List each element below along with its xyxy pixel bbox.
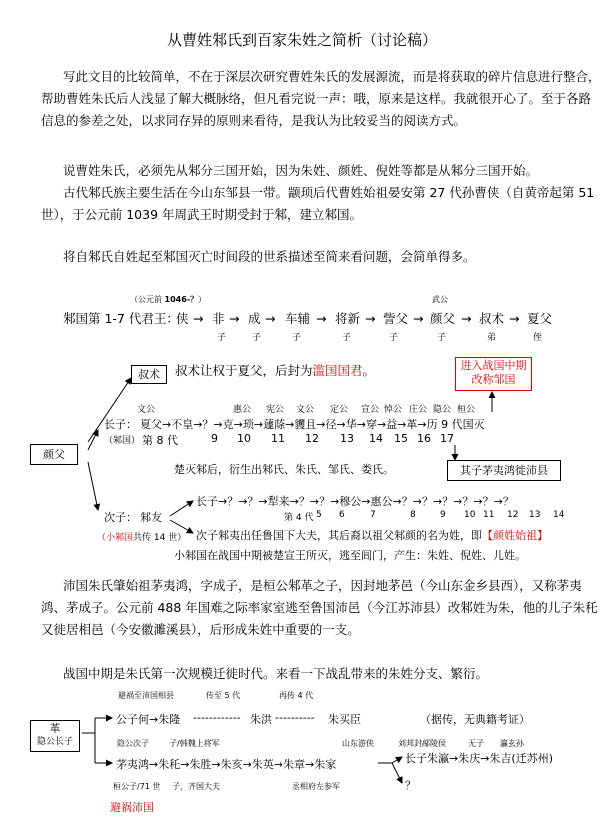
title-wengong-1: 文公	[137, 405, 156, 415]
para2-line-1: 说曹姓朱氏，必须先从邾分三国开始，因为朱姓、颜姓、倪姓等都是从邾分三国开始。	[63, 163, 539, 178]
redbox-line-1: 进入战国中期	[460, 359, 527, 372]
arrow-glyph: →	[413, 311, 424, 326]
gen-num-10: 10	[237, 432, 251, 445]
arrow-glyph: →	[509, 311, 520, 326]
younger-name: 邾友	[140, 511, 162, 524]
gen-rel-5: 子	[389, 333, 399, 343]
title-daogong: 悼公	[384, 405, 403, 415]
chu-text: 楚灭邾后，衍生出邾氏、朱氏、邹氏、娄氏。	[174, 463, 394, 476]
warring-states-redbox	[455, 357, 532, 391]
page-title: 从曹姓邾氏到百家朱姓之简析（讨论稿）	[167, 31, 438, 49]
gen-name-5: 将新	[335, 311, 361, 326]
arrow-glyph: →	[265, 311, 276, 326]
yg-num-9: 9	[440, 510, 446, 520]
arrow-glyph: →	[316, 311, 327, 326]
gen-num-12: 12	[305, 432, 319, 445]
gen-line-label: 邾国第 1-7 代君王：	[63, 311, 179, 326]
branch-note-2: 传至 5 代	[206, 691, 241, 700]
gen-rel-3: 子	[292, 333, 302, 343]
younger-chain: 长子→？→？→犁来→？→？→穆公→惠公→？→？→？→？→？→？	[196, 495, 514, 508]
bottom-red-note: 避祸沛国	[110, 801, 154, 814]
ge-box	[30, 720, 80, 752]
eldest-label: 长子：	[104, 418, 137, 431]
para2-line-2: 古代邾氏族主要生活在今山东邹县一带。颛顼后代曹姓始祖晏安第 27 代孙曹侠（自黄帝起第 51	[63, 185, 595, 200]
yg-num-10: 10	[464, 510, 476, 520]
line2-branch-b: ？	[405, 779, 416, 792]
yg-num-6: 6	[339, 510, 345, 520]
line1-note: （据传，无典籍考证）	[420, 713, 530, 726]
mid-note-4: 刘邦封鄗陵侯	[398, 739, 446, 748]
gen-name-1: 侠	[176, 311, 189, 326]
arrow-glyph: →	[365, 311, 376, 326]
mid-note-5: 无子	[468, 739, 484, 748]
gen-rel-7: 弟	[487, 333, 497, 343]
shushu-box: 叔术	[131, 365, 167, 384]
title-yingong: 隐公	[433, 405, 452, 415]
yanfu-box: 颜父	[30, 444, 78, 465]
yg-num-5: 5	[316, 510, 322, 520]
branch-note-1: 避祸至沛国相县	[118, 691, 174, 700]
ge-box-title: 革	[49, 722, 61, 735]
title-dinggong: 定公	[330, 405, 349, 415]
younger-gen-label: 第 4 代	[284, 513, 314, 523]
gen-rel-6: 子	[437, 333, 447, 343]
intro-line-3: 信息的参差之处，以求同存异的原则来看待，是我认为比较妥当的阅读方式。	[41, 113, 467, 128]
line1-zhuhong: 朱洪	[250, 713, 272, 726]
para5: 战国中期是朱氏第一次规模迁徙时代。来看一下战乱带来的朱姓分支、繁衍。	[63, 666, 489, 681]
gen-name-7: 颜父	[430, 311, 456, 326]
title-zhuanggong: 庄公	[409, 405, 428, 415]
arrow-glyph: →	[193, 311, 204, 326]
para4-line-3: 又徙居相邑（今安徽濉溪县），后形成朱姓中重要的一支。	[41, 622, 360, 637]
gen-num-13: 13	[340, 432, 354, 445]
title-wengong-2: 文公	[296, 405, 315, 415]
yg-num-12: 12	[507, 510, 519, 520]
title-huigong: 惠公	[233, 405, 252, 415]
line1-dash-2: ----------	[275, 711, 315, 724]
mid-note-2: 子/韩魏上将军	[169, 739, 220, 748]
mid-note-3: 山东游侠	[342, 739, 374, 748]
gen-name-4: 车辅	[285, 311, 311, 326]
line2-chain: 茅夷鸿→朱秅→朱胜→朱亥→朱英→朱章→朱家	[116, 758, 337, 771]
title-huangong: 桓公	[457, 405, 476, 415]
younger-note: （小邾国共传 14 世）	[97, 533, 187, 543]
ge-box-sub: 隐公长子	[36, 737, 73, 747]
bottom-note-3: 丞相府左参军	[292, 782, 340, 791]
mid-note-1: 隐公次子	[117, 739, 149, 748]
gen-wugong: 武公	[432, 295, 448, 304]
yg-num-11: 11	[483, 510, 495, 520]
younger-line-1: 次子邾夷出任鲁国下大夫，其后裔以祖父邾颜的名为姓，即【颜姓始祖】	[196, 529, 548, 542]
arrow-glyph: →	[461, 311, 472, 326]
shushu-text: 叔术让权于夏父，后封为滥国国君。	[175, 363, 376, 378]
gen-year-note: （公元前 1046-？）	[130, 295, 207, 304]
intro-line-1: 写此文目的比较简单，不在于深层次研究曹姓朱氏的发展源流，而是将获取的碎片信息进行整合，	[63, 69, 601, 84]
gen-name-2: 非	[212, 311, 225, 326]
para4-line-2: 鸿、茅成子。公元前 488 年国难之际率家室逃至鲁国沛邑（今江苏沛县）改邾姓为朱，他的儿子朱秅	[41, 600, 598, 615]
gen-num-15: 15	[394, 432, 408, 445]
line1-zhumaichen: 朱买臣	[328, 713, 361, 726]
para4-line-1: 沛国朱氏肇始祖茅夷鸿，字成子，是桓公邾革之子，因封地茅邑（今山东金乡县西），又称茅夷	[63, 578, 582, 593]
gen-name-6: 訾父	[383, 311, 409, 326]
gen-num-9: 9	[211, 432, 218, 445]
younger-line-2: 小邾国在战国中期被楚宣王所灭，逃至闾门，产生：朱姓、倪姓、儿姓。	[174, 549, 526, 562]
gen-rel-2: 子	[252, 333, 262, 343]
gen-num-14: 14	[369, 432, 383, 445]
gen-name-8: 叔术	[479, 311, 505, 326]
gen-num-11: 11	[271, 432, 285, 445]
title-xuangong: 宣公	[361, 405, 380, 415]
yg-num-7: 7	[370, 510, 376, 520]
gen-rel-8: 侄	[533, 333, 543, 343]
gen-rel-1: 子	[217, 333, 227, 343]
redbox-line-2: 改称邹国	[471, 373, 516, 386]
zhuguo-label: （邾国）	[104, 436, 141, 446]
eldest-chain: 夏父→不皇→？→克→琐→蘧蒢→貜且→径→华→穿→益→革→历 9 代国灭	[140, 418, 485, 431]
para2-line-3: 世），于公元前 1039 年周武王时期受封于邾，建立邾国。	[41, 207, 363, 222]
bottom-note-1: 桓公子/71 世	[113, 782, 161, 791]
bottom-note-2: 子，齐国大夫	[172, 782, 220, 791]
yg-num-14: 14	[553, 510, 565, 520]
gen-name-3: 成	[248, 311, 261, 326]
zhuguo-gen: 第 8 代	[142, 434, 178, 447]
gen-num-17: 17	[440, 432, 454, 445]
younger-label: 次子：	[104, 511, 137, 524]
gen-num-16: 16	[417, 432, 431, 445]
yg-num-8: 8	[410, 510, 416, 520]
branch-note-3: 再传 4 代	[279, 691, 314, 700]
mid-note-6: 瀛玄孙	[500, 739, 524, 748]
gen-name-9: 夏父	[527, 311, 553, 326]
yg-num-13: 13	[529, 510, 541, 520]
title-xiangong: 宪公	[266, 405, 285, 415]
gen-rel-4: 子	[342, 333, 352, 343]
line1-dash-1: ------------	[193, 711, 241, 724]
intro-line-2: 帮助曹姓朱氏后人浅显了解大概脉络，但凡看完说一声：哦，原来是这样。我就很开心了。至于各路	[41, 91, 592, 106]
para3: 将自邾氏自姓起至邾国灭亡时间段的世系描述至简来看问题，会简单得多。	[63, 249, 476, 264]
line1-a: 公子何→朱隆	[116, 713, 181, 726]
maoyi-box: 其子茅夷鸿徙沛县	[447, 460, 561, 481]
line2-branch-a: 长子朱瀛→朱庆→朱吉(迁苏州)	[405, 752, 554, 765]
arrow-glyph: →	[229, 311, 240, 326]
